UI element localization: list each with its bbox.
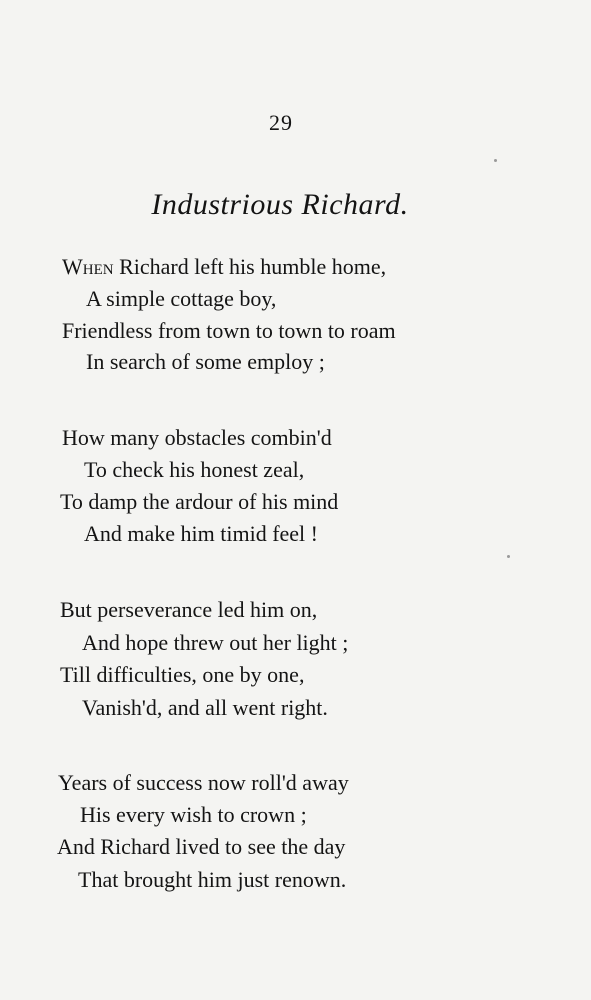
print-speck	[507, 555, 510, 558]
poem-line: His every wish to crown ;	[80, 802, 307, 827]
poem-line: To damp the ardour of his mind	[60, 489, 339, 514]
poem-line: Till difficulties, one by one,	[60, 662, 305, 687]
poem-line: Years of success now roll'd away	[58, 770, 349, 795]
poem-line: Vanish'd, and all went right.	[82, 695, 328, 720]
poem-line: To check his honest zeal,	[84, 457, 305, 482]
poem-line: And hope threw out her light ;	[82, 630, 349, 655]
page-number: 29	[269, 110, 293, 135]
poem-line: And make him timid feel !	[84, 521, 318, 546]
poem-line: And Richard lived to see the day	[57, 834, 346, 859]
print-speck	[494, 159, 497, 162]
poem-line: But perseverance led him on,	[60, 597, 318, 622]
poem-line: Friendless from town to town to roam	[62, 318, 396, 343]
poem-line	[62, 254, 386, 280]
poem-line: A simple cottage boy,	[86, 286, 277, 311]
poem-line: In search of some employ ;	[86, 349, 325, 374]
poem-line: How many obstacles combin'd	[62, 425, 332, 450]
opening-word: When	[62, 254, 114, 279]
line-text: Richard left his humble home,	[113, 254, 387, 279]
poem-line: That brought him just renown.	[78, 867, 347, 892]
poem-title: Industrious Richard.	[151, 188, 409, 221]
